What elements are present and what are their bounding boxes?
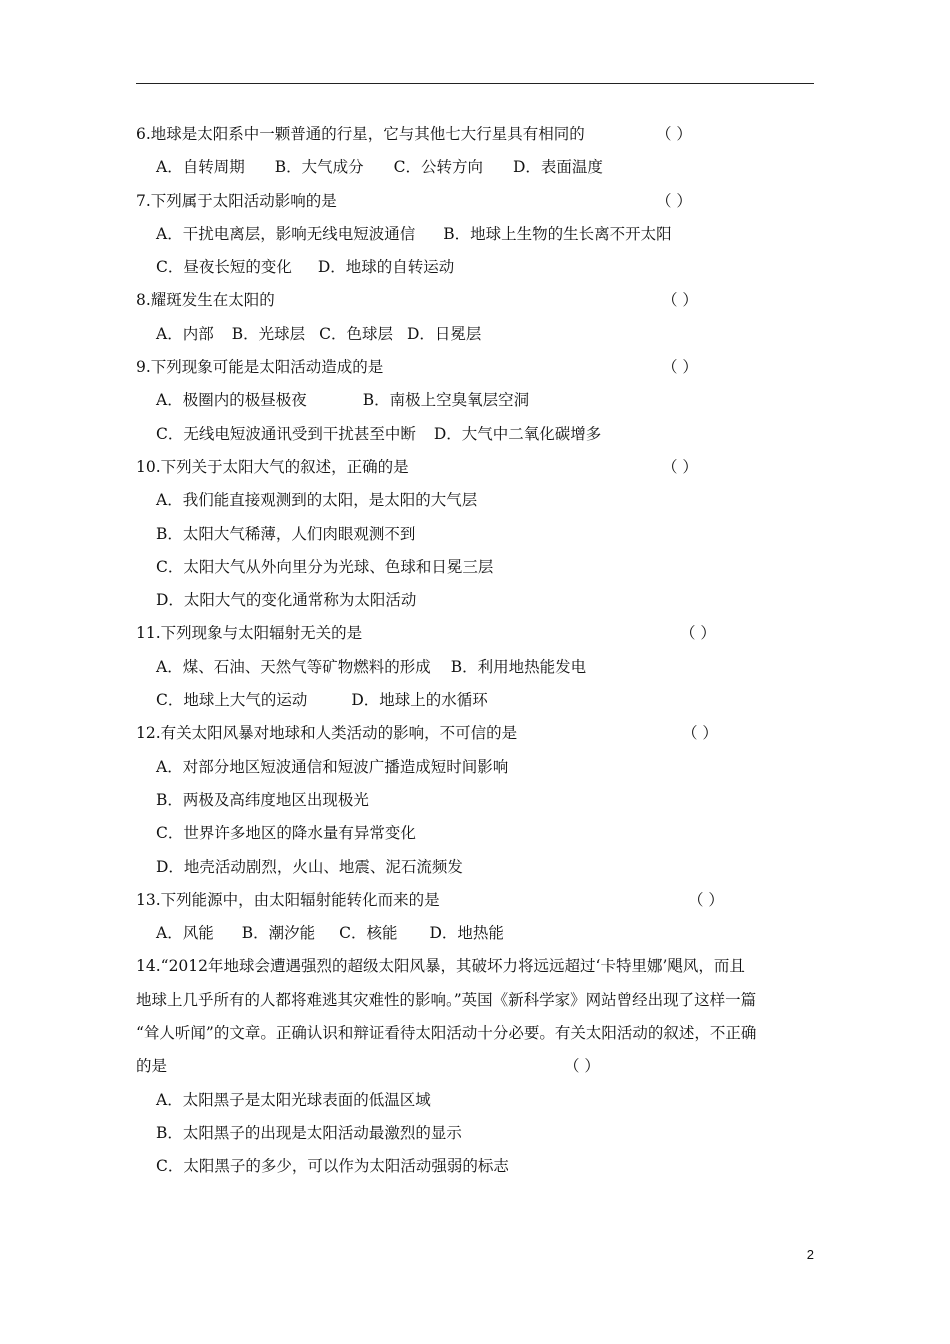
option[interactable]: B．大气成分 bbox=[274, 158, 364, 177]
option-line bbox=[136, 484, 826, 517]
option-line bbox=[136, 751, 826, 784]
option-line bbox=[136, 1117, 826, 1150]
answer-blank[interactable]: （ ） bbox=[682, 724, 718, 743]
answer-blank[interactable]: （ ） bbox=[680, 624, 716, 643]
option[interactable]: A．太阳黑子是太阳光球表面的低温区域 bbox=[156, 1090, 431, 1109]
option[interactable]: D．地壳活动剧烈，火山、地震、泥石流频发 bbox=[156, 857, 463, 876]
option-line bbox=[136, 418, 826, 451]
option-line bbox=[136, 1150, 826, 1183]
option-line bbox=[136, 1084, 826, 1117]
option-line bbox=[136, 584, 826, 617]
option-line bbox=[136, 384, 826, 417]
option[interactable]: A．我们能直接观测到的太阳，是太阳的大气层 bbox=[156, 491, 478, 510]
question-stem: 10.下列关于太阳大气的叙述，正确的是 （ ） bbox=[136, 451, 826, 484]
option[interactable]: B．两极及高纬度地区出现极光 bbox=[156, 790, 369, 809]
option-line bbox=[136, 518, 826, 551]
question-stem: 的是 （ ） bbox=[136, 1050, 826, 1083]
option[interactable]: B．潮汐能 bbox=[241, 924, 316, 943]
option[interactable]: D．日冕层 bbox=[406, 324, 482, 343]
option-line bbox=[136, 251, 826, 284]
answer-blank[interactable]: （ ） bbox=[662, 457, 698, 476]
option[interactable]: B．太阳大气稀薄，人们肉眼观测不到 bbox=[156, 524, 416, 543]
option[interactable]: C．世界许多地区的降水量有异常变化 bbox=[156, 824, 416, 843]
option[interactable]: C．地球上大气的运动 bbox=[156, 691, 308, 710]
option[interactable]: C．色球层 bbox=[319, 324, 393, 343]
option-line bbox=[136, 218, 826, 251]
header-rule bbox=[136, 83, 814, 84]
option[interactable]: B．太阳黑子的出现是太阳活动最激烈的显示 bbox=[156, 1123, 462, 1142]
question-stem: 9.下列现象可能是太阳活动造成的是 （ ） bbox=[136, 351, 826, 384]
question-stem: 7.下列属于太阳活动影响的是 （ ） bbox=[136, 185, 826, 218]
option[interactable]: D．地热能 bbox=[429, 924, 504, 943]
question-stem: 14.“2012年地球会遭遇强烈的超级太阳风暴，其破坏力将远远超过‘卡特里娜’飓风，而且 bbox=[136, 957, 745, 976]
question-list bbox=[136, 118, 826, 1184]
option[interactable]: C．无线电短波通讯受到干扰甚至中断 bbox=[156, 424, 416, 443]
question-stem: “耸人听闻”的文章。正确认识和辩证看待太阳活动十分必要。有关太阳活动的叙述，不正确 bbox=[136, 1024, 757, 1043]
option[interactable]: D．表面温度 bbox=[512, 158, 603, 177]
option[interactable]: B．南极上空臭氧层空洞 bbox=[362, 391, 530, 410]
option[interactable]: A．风能 bbox=[156, 924, 214, 943]
option-line bbox=[136, 318, 826, 351]
answer-blank[interactable]: （ ） bbox=[662, 358, 698, 377]
option-line bbox=[136, 551, 826, 584]
answer-blank[interactable]: （ ） bbox=[688, 890, 724, 909]
option-line bbox=[136, 817, 826, 850]
answer-blank[interactable]: （ ） bbox=[564, 1057, 600, 1076]
answer-blank[interactable]: （ ） bbox=[656, 125, 692, 143]
option-line bbox=[136, 684, 826, 717]
answer-blank[interactable]: （ ） bbox=[656, 191, 692, 210]
option[interactable]: D．太阳大气的变化通常称为太阳活动 bbox=[156, 591, 417, 610]
question-stem: 6.地球是太阳系中一颗普通的行星，它与其他七大行星具有相同的 （ ） bbox=[136, 118, 826, 151]
option[interactable]: A．干扰电离层，影响无线电短波通信 bbox=[156, 224, 416, 243]
option[interactable]: D．地球的自转运动 bbox=[317, 258, 455, 277]
option[interactable]: C．核能 bbox=[339, 924, 398, 943]
option-line bbox=[136, 917, 826, 950]
option[interactable]: D．地球上的水循环 bbox=[351, 691, 488, 710]
option[interactable]: A．内部 bbox=[156, 324, 214, 343]
option[interactable]: B．利用地热能发电 bbox=[450, 657, 587, 676]
question-stem: 12.有关太阳风暴对地球和人类活动的影响，不可信的是 （ ） bbox=[136, 717, 826, 750]
answer-blank[interactable]: （ ） bbox=[662, 291, 698, 310]
option[interactable]: C．太阳大气从外向里分为光球、色球和日冕三层 bbox=[156, 557, 494, 576]
option-line bbox=[136, 651, 826, 684]
option[interactable]: B．光球层 bbox=[231, 324, 306, 343]
option[interactable]: C．公转方向 bbox=[393, 158, 483, 177]
option-line bbox=[136, 151, 826, 184]
option[interactable]: C．昼夜长短的变化 bbox=[156, 258, 292, 277]
option[interactable]: D．大气中二氧化碳增多 bbox=[433, 424, 602, 443]
option[interactable]: C．太阳黑子的多少，可以作为太阳活动强弱的标志 bbox=[156, 1157, 509, 1176]
question-stem: 8.耀斑发生在太阳的 （ ） bbox=[136, 284, 826, 317]
option-line bbox=[136, 784, 826, 817]
question-stem: 地球上几乎所有的人都将难逃其灾难性的影响。”英国《新科学家》网站曾经出现了这样一篇 bbox=[136, 990, 757, 1009]
question-stem: 11.下列现象与太阳辐射无关的是 （ ） bbox=[136, 617, 826, 650]
question-stem: 13.下列能源中，由太阳辐射能转化而来的是 （ ） bbox=[136, 884, 826, 917]
option[interactable]: A．煤、石油、天然气等矿物燃料的形成 bbox=[156, 657, 431, 676]
page-number: 2 bbox=[806, 1247, 814, 1262]
option[interactable]: B．地球上生物的生长离不开太阳 bbox=[443, 224, 672, 243]
option[interactable]: A．极圈内的极昼极夜 bbox=[156, 391, 307, 410]
option[interactable]: A．自转周期 bbox=[156, 158, 245, 177]
option-line bbox=[136, 851, 826, 884]
option[interactable]: A．对部分地区短波通信和短波广播造成短时间影响 bbox=[156, 757, 509, 776]
